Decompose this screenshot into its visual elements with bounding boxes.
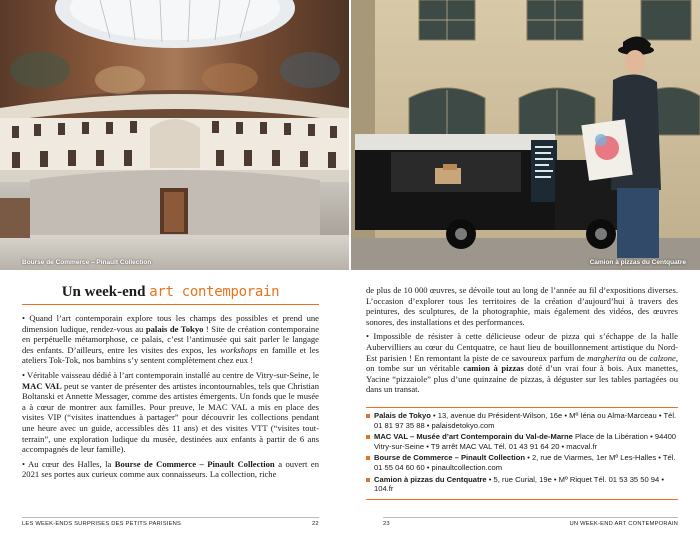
text-run: • Au cœur des Halles, la [22,458,115,469]
palais-de-tokyo-name: palais de Tokyo [145,323,204,334]
address-details: • 2, rue de Viarmes, 1er Mº Les-Halles • Tél. 01 55 04 60 60 • pinaultcollection.com [374,453,676,472]
bullet-square-icon [366,435,370,439]
running-footer-left: LES WEEK-ENDS SURPRISES DES PETITS PARISIENS [22,521,182,527]
text-run: en famille et les ateliers Tok-Tok, nos bambins s’y sentent complètement chez eux ! [22,344,319,366]
paragraph-mac-val [22,370,319,455]
bullet-square-icon [366,456,370,460]
text-run: • Quand l’art contemporain explore tous les champs des possibles et prend une dimension ludique, rendez-vous au [22,313,319,334]
text-run: a ouvert en 2021 ses portes aux curieux comme aux connaisseurs. La collection, riche [22,458,320,480]
paragraph-pizza-truck [366,331,678,395]
section-title [22,283,319,301]
address-item-camion-a-pizzas [366,475,678,494]
section-title-prefix: Un week-end [61,284,150,300]
text-run: • Véritable vaisseau dédié à l’art contemporain installé au centre de Vitry-sur-Seine, le [22,369,319,380]
text-run: ! Site de création contemporaine en perpétuelle métamorphose, ce palais, c’est l’antimusée qui sait parler le langage des enfants. D’ailleurs, entre les visites des expos, les [22,323,320,355]
text-run: ou de [625,352,650,363]
footer-rule-right [383,517,678,518]
text-run: , on tombe sur un véritable [366,352,678,374]
address-item-palais-de-tokyo [366,411,678,430]
address-name: MAC VAL – Musée d’art Contemporain du Val-de-Marne [374,432,573,442]
paragraph-palais-de-tokyo [22,313,319,366]
title-divider [22,304,319,305]
text-run: • Impossible de résister à cette délicieuse odeur de pizza qui s’échappe de la halle Aubervilliers au cœur du Centquatre, ce haut lieu de bouillonnement artistique du Nord-Est parisien ! En remontant la piste de ce savoureux parfum de [366,331,678,363]
bourse-dome-illustration [0,0,349,270]
bourse-de-commerce-name: Bourse de Commerce – Pinault Collection [114,458,275,469]
address-details: • 5, rue Curial, 19e • Mº Riquet Tél. 01 53 35 50 94 • 104.fr [374,474,665,494]
paragraph-bourse-continued: de plus de 10 000 œuvres, se dévoile tout au long de l’année au fil d’expositions diverses. L’occasion d’explorer tous les territoires de la création d’aujourd’hui à travers des peintures, des sculptures, de la photographie, mais également des vidéos, des œuvres sonores, des installations et des performances. [366,285,678,327]
margherita-term: margherita [587,352,626,363]
address-details: Place de la Libération • 94400 Vitry-sur-Seine • T9 arrêt MAC VAL Tél. 01 43 91 64 20 • macval.fr [374,432,677,451]
address-item-mac-val [366,432,678,451]
photo-pizza-truck [351,0,700,270]
photo-caption-left: Bourse de Commerce – Pinault Collection [22,259,152,266]
page-number-left: 22 [312,521,319,527]
photo-bourse-de-commerce [0,0,349,270]
footer-rule-left [22,517,319,518]
page-number-right: 23 [383,521,390,527]
text-run: doté d’un vrai four à bois. Aux manettes, Yacine “pizzaiole” plus d’une quinzaine de pizzas, à déguster sur les tables partagées ou dans un transat. [366,363,678,395]
address-details: • 13, avenue du Président-Wilson, 16e • Mº Iéna ou Alma-Marceau • Tél. 01 81 97 35 88 • palaisdetokyo.com [374,411,677,430]
paragraph-bourse-de-commerce [22,459,319,480]
address-list [366,407,678,500]
address-name: Palais de Tokyo [374,411,431,420]
running-footer-right: UN WEEK-END ART CONTEMPORAIN [569,521,678,527]
section-title-accent: art contemporain [149,284,280,300]
mac-val-name: MAC VAL [22,380,62,391]
calzone-term: calzone [649,352,676,363]
workshops-term: workshops [220,344,257,355]
bullet-square-icon [366,478,370,482]
photo-caption-right: Camion à pizzas du Centquatre [589,259,686,266]
left-column [22,313,319,484]
pizza-truck-illustration [351,0,700,270]
text-run: peut se vanter de présenter des artistes incontournables, tels que Christian Boltanski et Annette Messager, comme des artistes émergents. Un fonds que le musée a à cœur de montrer aux familles. Pour preuve, le MAC VAL a mis en place des visites VIP (“visites inattendues à partager” pour découvrir les collections pendant une heure avec un guide, accessibles dès 11 ans) et des visites VTT (“visites tout-terrain”, une exploration ludique du musée, destinées aux enfants à partir de 6 ans accompagnés de leur famille). [22,380,319,455]
bullet-square-icon [366,414,370,418]
address-name: Bourse de Commerce – Pinault Collection [374,453,526,463]
address-item-bourse-de-commerce [366,453,678,472]
camion-a-pizzas-name: camion à pizzas [463,363,524,374]
right-column [366,285,678,399]
address-name: Camion à pizzas du Centquatre [374,474,487,484]
